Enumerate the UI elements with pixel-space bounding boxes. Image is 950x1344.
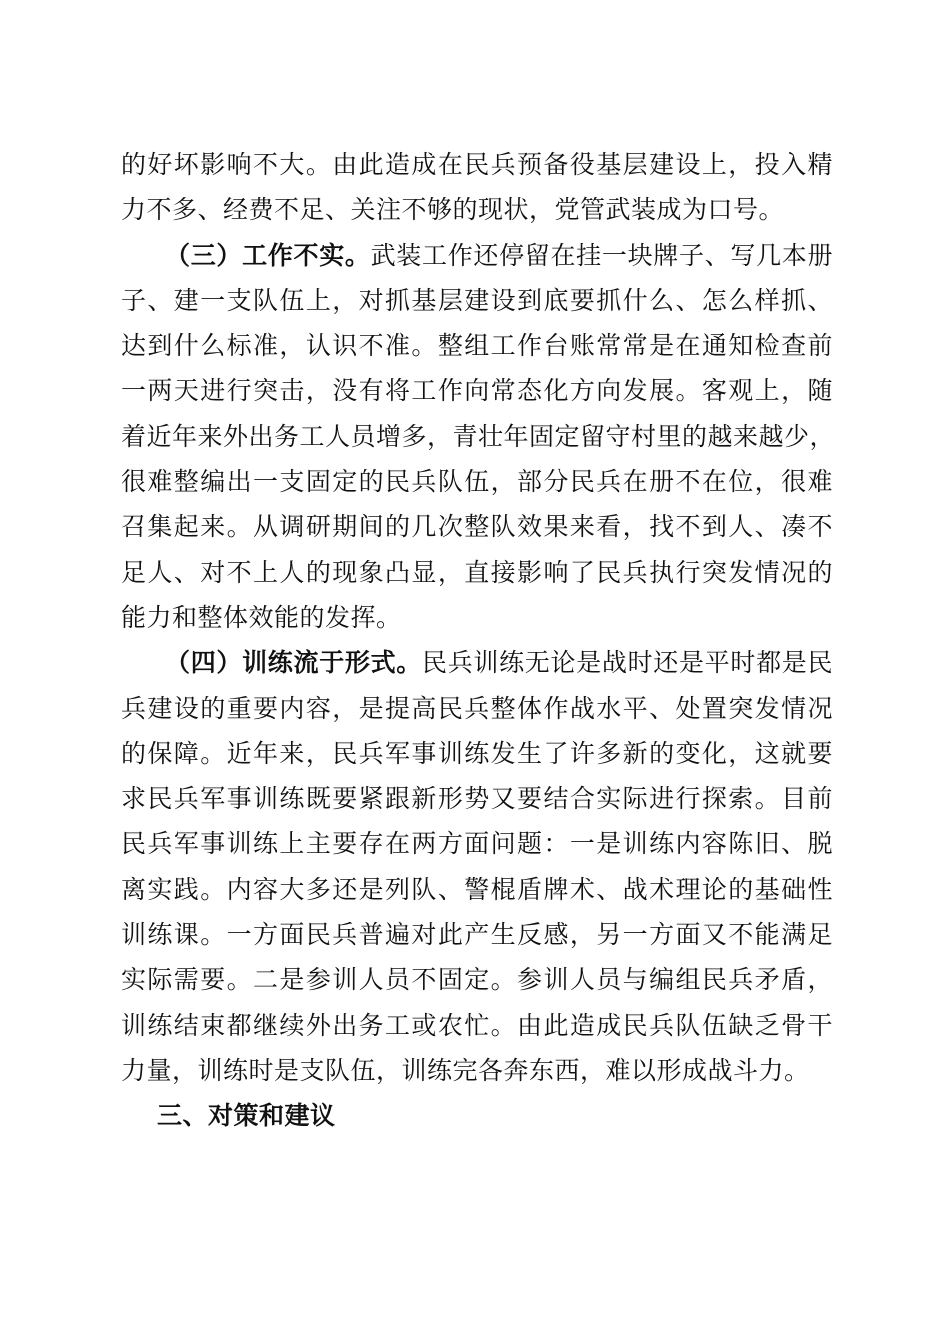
paragraph-lead: （四）训练流于形式。 — [165, 648, 422, 678]
paragraph-text: 民兵训练无论是战时还是平时都是民 — [422, 648, 833, 678]
paragraph-line: 召集起来。从调研期间的几次整队效果来看，找不到人、凑不 — [121, 512, 833, 542]
paragraph-line: 训练结束都继续外出务工或农忙。由此造成民兵队伍缺乏骨干 — [121, 1010, 833, 1040]
paragraph-lead: （三）工作不实。 — [165, 240, 371, 270]
paragraph-line: 离实践。内容大多还是列队、警棍盾牌术、战术理论的基础性 — [121, 874, 833, 904]
paragraph-line: 民兵军事训练上主要存在两方面问题：一是训练内容陈旧、脱 — [121, 829, 833, 859]
paragraph-line: 足人、对不上人的现象凸显，直接影响了民兵执行突发情况的 — [121, 557, 833, 587]
paragraph-line: 达到什么标准，认识不准。整组工作台账常常是在通知检查前 — [121, 331, 833, 361]
paragraph-line: 兵建设的重要内容，是提高民兵整体作战水平、处置突发情况 — [121, 693, 833, 723]
paragraph-line: 求民兵军事训练既要紧跟新形势又要结合实际进行探索。目前 — [121, 784, 833, 814]
paragraph-line: 一两天进行突击，没有将工作向常态化方向发展。客观上，随 — [121, 376, 833, 406]
paragraph-line: 训练课。一方面民兵普遍对此产生反感，另一方面又不能满足 — [121, 920, 833, 950]
paragraph-line: 力量，训练时是支队伍，训练完各奔东西，难以形成战斗力。 — [121, 1055, 810, 1085]
paragraph-line: 的好坏影响不大。由此造成在民兵预备役基层建设上，投入精 — [121, 150, 833, 179]
paragraph-first-line — [121, 640, 833, 685]
paragraph-text: 武装工作还停留在挂一块牌子、写几本册 — [370, 240, 833, 270]
paragraph-line: 着近年来外出务工人员增多，青壮年固定留守村里的越来越少， — [121, 421, 836, 451]
section-heading: 三、对策和建议 — [157, 1101, 336, 1131]
paragraph-line: 实际需要。二是参训人员不固定。参训人员与编组民兵矛盾， — [121, 965, 833, 995]
document-body — [121, 142, 836, 1139]
paragraph-first-line — [121, 233, 833, 278]
paragraph-line: 子、建一支队伍上，对抓基层建设到底要抓什么、怎么样抓、 — [121, 285, 833, 315]
paragraph-line: 很难整编出一支固定的民兵队伍，部分民兵在册不在位，很难 — [121, 467, 833, 497]
paragraph-line: 的保障。近年来，民兵军事训练发生了许多新的变化，这就要 — [121, 738, 833, 768]
paragraph-line: 能力和整体效能的发挥。 — [121, 602, 402, 632]
paragraph-line: 力不多、经费不足、关注不够的现状，党管武装成为口号。 — [121, 195, 785, 225]
